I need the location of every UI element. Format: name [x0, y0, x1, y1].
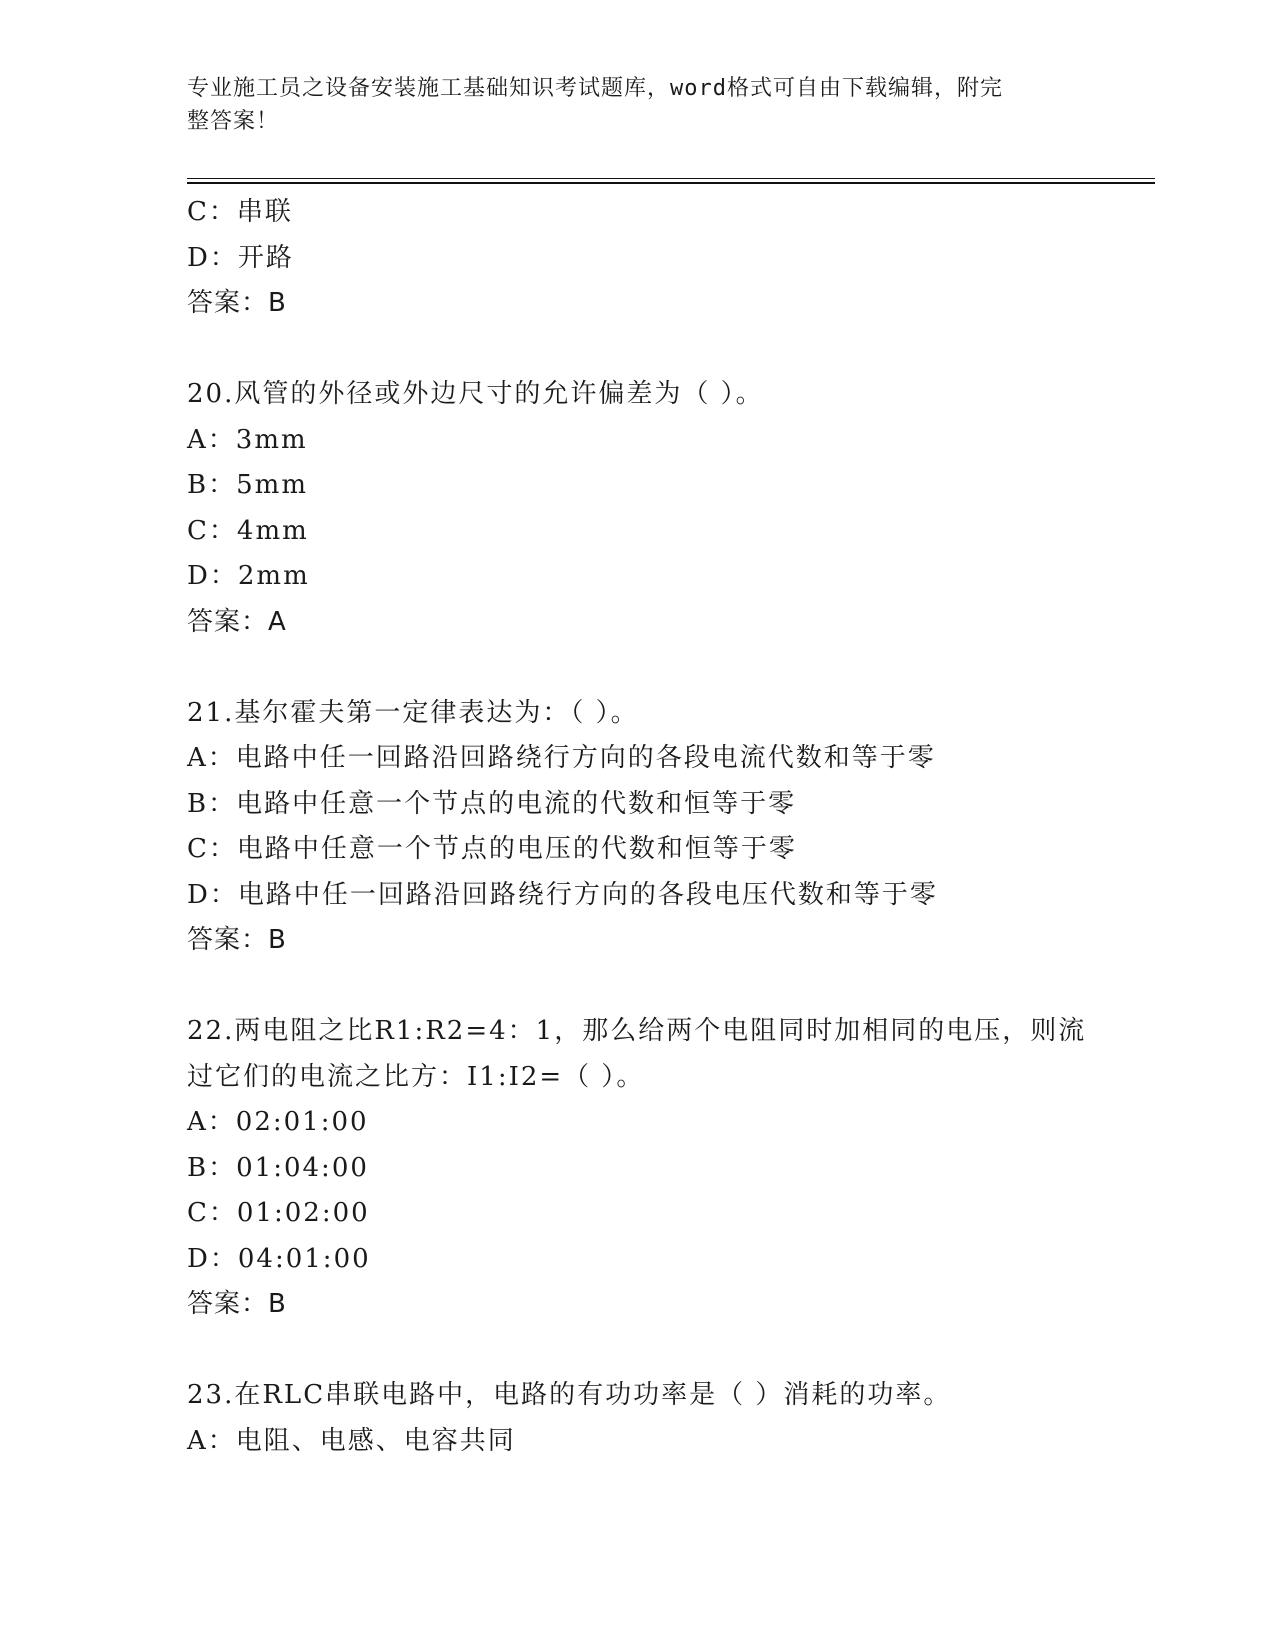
question-21 [187, 691, 1167, 964]
option-c: C：4mm [187, 515, 309, 546]
answer-line: 答案：A [187, 606, 287, 637]
answer-line: 答案：B [187, 288, 287, 318]
option-a: A：电路中任一回路沿回路绕行方向的各段电流代数和等于零 [187, 743, 936, 773]
header-line-1: 专业施工员之设备安装施工基础知识考试题库，word格式可自由下载编辑，附完 [187, 76, 1003, 101]
option-d: D：2mm [187, 561, 310, 591]
question-text: 20.风管的外径或外边尺寸的允许偏差为（ ）。 [187, 379, 764, 409]
option-c: C：串联 [187, 197, 293, 227]
header-rule-thin [187, 178, 1155, 179]
question-text-continued: 过它们的电流之比方：I1:I2=（ ）。 [187, 1061, 645, 1092]
question-20 [187, 372, 1167, 645]
header-rule-thick [187, 182, 1155, 184]
option-b: B：电路中任意一个节点的电流的代数和恒等于零 [187, 788, 797, 819]
option-b: B：01:04:00 [187, 1152, 369, 1183]
option-a: A：3mm [187, 424, 308, 455]
header-line-2: 整答案！ [187, 109, 280, 134]
option-c: C：电路中任意一个节点的电压的代数和恒等于零 [187, 834, 797, 864]
question-23 [187, 1373, 1167, 1464]
option-b: B：5mm [187, 470, 308, 500]
option-a: A：电阻、电感、电容共同 [187, 1425, 516, 1456]
question-text: 21.基尔霍夫第一定律表达为：（ ）。 [187, 697, 639, 728]
question-22 [187, 1009, 1167, 1328]
question-text: 22.两电阻之比R1:R2=4：1，那么给两个电阻同时加相同的电压，则流 [187, 1016, 1087, 1046]
answer-line: 答案：B [187, 925, 287, 955]
option-d: D：开路 [187, 242, 294, 273]
document-header [187, 72, 1087, 138]
option-d: D：04:01:00 [187, 1243, 371, 1274]
option-d: D：电路中任一回路沿回路绕行方向的各段电压代数和等于零 [187, 879, 938, 910]
question-list [187, 190, 1167, 1464]
previous-question-tail [187, 190, 1167, 327]
answer-line: 答案：B [187, 1289, 287, 1319]
question-text: 23.在RLC串联电路中，电路的有功功率是（ ）消耗的功率。 [187, 1380, 952, 1410]
option-a: A：02:01:00 [187, 1107, 369, 1137]
option-c: C：01:02:00 [187, 1198, 370, 1228]
